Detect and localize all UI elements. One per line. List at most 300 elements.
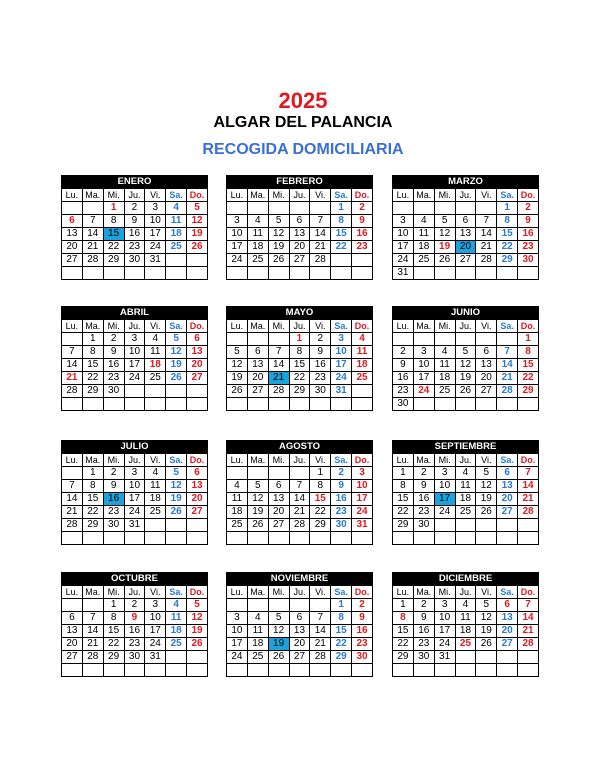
day-cell: 24: [434, 506, 455, 519]
day-cell: 4: [434, 346, 455, 359]
day-cell: 26: [268, 651, 289, 664]
day-cell: 14: [289, 493, 310, 506]
day-cell: 12: [227, 359, 248, 372]
day-cell: 5: [247, 480, 268, 493]
month-table: [61, 175, 208, 280]
empty-cell: [124, 532, 145, 545]
calendar-subtitle: RECOGIDA DOMICILIARIA: [202, 141, 404, 158]
week-row: [393, 241, 539, 254]
empty-cell: [352, 385, 373, 398]
month-abril: [61, 306, 208, 411]
month-table: [61, 440, 208, 545]
day-cell: 6: [497, 599, 518, 612]
town-name: ALGAR DEL PALANCIA: [213, 114, 393, 131]
day-cell: 17: [124, 493, 145, 506]
week-row: [62, 346, 208, 359]
day-cell: 10: [145, 612, 166, 625]
day-cell: 15: [82, 493, 103, 506]
weekday-header: Ju.: [455, 320, 476, 333]
week-row: [393, 532, 539, 545]
day-cell: 22: [393, 638, 414, 651]
day-cell: 12: [268, 625, 289, 638]
day-cell: 25: [455, 506, 476, 519]
day-cell: 28: [62, 385, 83, 398]
week-row: [393, 202, 539, 215]
day-cell: 6: [268, 480, 289, 493]
day-cell: 9: [518, 215, 539, 228]
empty-cell: [268, 532, 289, 545]
day-cell: 13: [187, 346, 208, 359]
day-cell: 6: [289, 612, 310, 625]
day-cell: 18: [247, 638, 268, 651]
day-cell: 28: [268, 385, 289, 398]
weekday-header: Ma.: [247, 586, 268, 599]
month-octubre: [61, 572, 208, 677]
day-cell: 18: [166, 625, 187, 638]
weekday-header: Mi.: [103, 189, 124, 202]
empty-cell: [227, 664, 248, 677]
day-cell: 31: [145, 254, 166, 267]
weekday-header: Lu.: [227, 189, 248, 202]
empty-cell: [268, 599, 289, 612]
weekday-header: Sa.: [331, 454, 352, 467]
empty-cell: [413, 398, 434, 411]
day-cell: 9: [331, 480, 352, 493]
calendar-year: 2025: [278, 88, 328, 113]
month-diciembre: [392, 572, 539, 677]
day-cell: 25: [145, 372, 166, 385]
day-cell: 25: [166, 638, 187, 651]
week-row: [62, 333, 208, 346]
week-row: [227, 333, 373, 346]
day-cell: 19: [187, 228, 208, 241]
empty-cell: [476, 651, 497, 664]
empty-cell: [124, 267, 145, 280]
day-cell: 15: [331, 625, 352, 638]
week-row: [227, 346, 373, 359]
day-cell: 19: [434, 241, 455, 254]
empty-cell: [62, 333, 83, 346]
week-row: [227, 215, 373, 228]
empty-cell: [247, 664, 268, 677]
day-cell: 24: [331, 372, 352, 385]
day-cell: 20: [289, 241, 310, 254]
week-row: [62, 480, 208, 493]
empty-cell: [187, 664, 208, 677]
empty-cell: [434, 398, 455, 411]
week-row: [227, 638, 373, 651]
day-cell: 20: [62, 638, 83, 651]
weekday-header: Lu.: [62, 320, 83, 333]
week-row: [227, 254, 373, 267]
weekday-header: Do.: [187, 586, 208, 599]
day-cell: 19: [455, 372, 476, 385]
empty-cell: [393, 664, 414, 677]
weekday-header: Sa.: [331, 189, 352, 202]
weekday-header: Ma.: [413, 454, 434, 467]
day-cell: 10: [434, 612, 455, 625]
week-row: [227, 664, 373, 677]
empty-cell: [103, 532, 124, 545]
day-cell: 15: [103, 625, 124, 638]
day-cell: 2: [413, 467, 434, 480]
empty-cell: [166, 267, 187, 280]
day-cell: 27: [62, 254, 83, 267]
month-agosto: [226, 440, 373, 545]
day-cell: 13: [62, 625, 83, 638]
week-row: [62, 519, 208, 532]
day-cell: 28: [310, 254, 331, 267]
empty-cell: [455, 664, 476, 677]
day-cell: 27: [455, 254, 476, 267]
day-cell: 10: [393, 228, 414, 241]
day-cell: 9: [310, 346, 331, 359]
day-cell: 27: [497, 638, 518, 651]
empty-cell: [518, 651, 539, 664]
month-junio: [392, 306, 539, 411]
day-cell: 15: [310, 493, 331, 506]
week-row: [62, 664, 208, 677]
day-cell: 30: [393, 398, 414, 411]
empty-cell: [124, 398, 145, 411]
day-cell: 4: [455, 599, 476, 612]
day-cell: 24: [413, 385, 434, 398]
weekday-header: Do.: [187, 189, 208, 202]
day-cell: 27: [289, 254, 310, 267]
weekday-header: Lu.: [393, 189, 414, 202]
day-cell: 4: [145, 467, 166, 480]
day-cell: 8: [331, 215, 352, 228]
day-cell: 6: [247, 346, 268, 359]
day-cell: 19: [187, 625, 208, 638]
day-cell: 9: [352, 215, 373, 228]
week-row: [227, 612, 373, 625]
day-cell: 11: [247, 228, 268, 241]
day-cell: 21: [82, 241, 103, 254]
day-cell: 1: [393, 467, 414, 480]
week-row: [227, 267, 373, 280]
empty-cell: [352, 664, 373, 677]
weekday-header: Mi.: [103, 320, 124, 333]
day-cell: 14: [518, 612, 539, 625]
day-cell: 25: [227, 519, 248, 532]
day-cell: 23: [103, 506, 124, 519]
day-cell: 8: [82, 480, 103, 493]
empty-cell: [62, 532, 83, 545]
empty-cell: [289, 599, 310, 612]
day-cell: 22: [310, 506, 331, 519]
day-cell: 17: [393, 241, 414, 254]
week-row: [227, 385, 373, 398]
week-row: [227, 467, 373, 480]
day-cell: 18: [352, 359, 373, 372]
day-cell: 7: [497, 346, 518, 359]
empty-cell: [518, 398, 539, 411]
day-cell: 11: [413, 228, 434, 241]
day-cell: 15: [82, 359, 103, 372]
day-cell: 15: [289, 359, 310, 372]
week-row: [393, 372, 539, 385]
empty-cell: [518, 532, 539, 545]
weekday-header: Ma.: [413, 189, 434, 202]
day-cell: 24: [145, 638, 166, 651]
month-name: OCTUBRE: [62, 573, 208, 586]
day-cell: 2: [331, 467, 352, 480]
empty-cell: [247, 467, 268, 480]
empty-cell: [393, 532, 414, 545]
weekday-header: Sa.: [497, 320, 518, 333]
month-marzo: [392, 175, 539, 280]
empty-cell: [455, 333, 476, 346]
empty-cell: [476, 398, 497, 411]
empty-cell: [62, 599, 83, 612]
empty-cell: [352, 254, 373, 267]
day-cell: 4: [247, 612, 268, 625]
day-cell: 26: [187, 241, 208, 254]
month-table: [226, 306, 373, 411]
day-cell: 16: [103, 359, 124, 372]
empty-cell: [476, 532, 497, 545]
day-cell: 31: [352, 519, 373, 532]
month-mayo: [226, 306, 373, 411]
day-cell: 25: [247, 651, 268, 664]
weekday-header: Vi.: [145, 320, 166, 333]
day-cell: 5: [476, 467, 497, 480]
empty-cell: [434, 333, 455, 346]
day-cell: 1: [289, 333, 310, 346]
day-cell: 12: [247, 493, 268, 506]
day-cell: 10: [124, 480, 145, 493]
week-row: [227, 359, 373, 372]
day-cell: 21: [310, 638, 331, 651]
day-cell: 13: [247, 359, 268, 372]
day-cell: 25: [352, 372, 373, 385]
day-cell: 20: [497, 625, 518, 638]
weekday-header: Mi.: [268, 586, 289, 599]
empty-cell: [289, 467, 310, 480]
empty-cell: [497, 333, 518, 346]
empty-cell: [124, 385, 145, 398]
day-cell: 25: [166, 241, 187, 254]
day-cell: 26: [187, 638, 208, 651]
day-cell: 29: [331, 651, 352, 664]
day-cell: 17: [124, 359, 145, 372]
day-cell: 15: [497, 228, 518, 241]
weekday-header: Lu.: [62, 189, 83, 202]
month-table: [226, 440, 373, 545]
empty-cell: [497, 651, 518, 664]
weekday-header: Mi.: [434, 320, 455, 333]
week-row: [393, 638, 539, 651]
day-cell: 31: [434, 651, 455, 664]
day-cell: 29: [310, 519, 331, 532]
day-cell: 21: [62, 372, 83, 385]
week-row: [62, 625, 208, 638]
empty-cell: [331, 267, 352, 280]
empty-cell: [434, 267, 455, 280]
week-row: [227, 228, 373, 241]
day-cell: 27: [247, 385, 268, 398]
day-cell: 30: [124, 254, 145, 267]
day-cell: 6: [62, 612, 83, 625]
day-cell: 3: [434, 467, 455, 480]
day-cell: 8: [103, 612, 124, 625]
day-cell: 22: [331, 241, 352, 254]
weekday-header: Do.: [187, 320, 208, 333]
day-cell: 5: [187, 202, 208, 215]
day-cell: 1: [518, 333, 539, 346]
day-cell: 10: [413, 359, 434, 372]
day-cell: 2: [124, 599, 145, 612]
day-cell: 18: [247, 241, 268, 254]
weekday-header: Ju.: [289, 189, 310, 202]
day-cell: 29: [103, 254, 124, 267]
empty-cell: [518, 267, 539, 280]
day-cell: 29: [82, 385, 103, 398]
day-cell: 7: [82, 215, 103, 228]
day-cell: 1: [497, 202, 518, 215]
day-cell: 17: [434, 493, 455, 506]
day-cell: 5: [166, 467, 187, 480]
day-cell: 17: [331, 359, 352, 372]
empty-cell: [82, 202, 103, 215]
day-cell: 28: [518, 506, 539, 519]
day-cell: 5: [227, 346, 248, 359]
empty-cell: [62, 664, 83, 677]
weekday-header: Mi.: [434, 586, 455, 599]
empty-cell: [62, 202, 83, 215]
day-cell: 15: [518, 359, 539, 372]
day-cell: 26: [166, 372, 187, 385]
day-cell: 10: [227, 625, 248, 638]
day-cell: 28: [476, 254, 497, 267]
weekday-header: Vi.: [476, 454, 497, 467]
empty-cell: [268, 267, 289, 280]
empty-cell: [103, 398, 124, 411]
day-cell: 1: [103, 202, 124, 215]
weekday-header: Sa.: [166, 320, 187, 333]
day-cell: 4: [455, 467, 476, 480]
day-cell: 3: [393, 215, 414, 228]
day-cell: 1: [103, 599, 124, 612]
week-row: [62, 651, 208, 664]
week-row: [393, 480, 539, 493]
weekday-header: Mi.: [103, 454, 124, 467]
day-cell: 8: [518, 346, 539, 359]
month-table: [392, 175, 539, 280]
day-cell: 26: [166, 506, 187, 519]
week-row: [227, 372, 373, 385]
empty-cell: [413, 333, 434, 346]
day-cell: 29: [82, 519, 103, 532]
day-cell: 21: [497, 372, 518, 385]
empty-cell: [497, 267, 518, 280]
day-cell: 2: [103, 467, 124, 480]
day-cell: 9: [352, 612, 373, 625]
day-cell: 12: [187, 612, 208, 625]
week-row: [227, 625, 373, 638]
week-row: [227, 651, 373, 664]
day-cell: 21: [289, 506, 310, 519]
week-row: [62, 254, 208, 267]
day-cell: 24: [124, 506, 145, 519]
day-cell: 3: [227, 215, 248, 228]
day-cell: 11: [166, 612, 187, 625]
day-cell: 12: [476, 480, 497, 493]
day-cell: 31: [331, 385, 352, 398]
empty-cell: [227, 333, 248, 346]
day-cell: 13: [455, 228, 476, 241]
day-cell: 9: [413, 480, 434, 493]
week-row: [62, 215, 208, 228]
day-cell: 2: [352, 599, 373, 612]
empty-cell: [310, 532, 331, 545]
week-row: [393, 359, 539, 372]
day-cell: 22: [82, 506, 103, 519]
empty-cell: [455, 519, 476, 532]
month-name: SEPTIEMBRE: [393, 441, 539, 454]
day-cell: 16: [331, 493, 352, 506]
day-cell: 24: [145, 241, 166, 254]
day-cell: 24: [393, 254, 414, 267]
month-name: ENERO: [62, 176, 208, 189]
day-cell: 18: [434, 372, 455, 385]
week-row: [393, 612, 539, 625]
empty-cell: [247, 202, 268, 215]
week-row: [62, 228, 208, 241]
empty-cell: [455, 202, 476, 215]
day-cell: 20: [187, 359, 208, 372]
month-name: JULIO: [62, 441, 208, 454]
empty-cell: [187, 254, 208, 267]
day-cell: 25: [434, 385, 455, 398]
day-cell: 29: [497, 254, 518, 267]
day-cell: 5: [187, 599, 208, 612]
day-cell: 24: [434, 638, 455, 651]
empty-cell: [434, 532, 455, 545]
month-name: AGOSTO: [227, 441, 373, 454]
day-cell: 22: [518, 372, 539, 385]
weekday-header: Sa.: [497, 586, 518, 599]
day-cell: 30: [103, 519, 124, 532]
empty-cell: [310, 398, 331, 411]
day-cell: 28: [82, 254, 103, 267]
day-cell: 19: [268, 638, 289, 651]
day-cell: 9: [393, 359, 414, 372]
empty-cell: [187, 267, 208, 280]
day-cell: 14: [62, 359, 83, 372]
day-cell: 11: [145, 346, 166, 359]
day-cell: 2: [393, 346, 414, 359]
empty-cell: [476, 202, 497, 215]
empty-cell: [434, 202, 455, 215]
empty-cell: [145, 398, 166, 411]
day-cell: 13: [289, 228, 310, 241]
empty-cell: [166, 254, 187, 267]
day-cell: 30: [310, 385, 331, 398]
day-cell: 22: [497, 241, 518, 254]
day-cell: 19: [227, 372, 248, 385]
day-cell: 7: [518, 599, 539, 612]
weekday-header: Lu.: [227, 320, 248, 333]
day-cell: 13: [497, 480, 518, 493]
day-cell: 27: [187, 372, 208, 385]
empty-cell: [497, 519, 518, 532]
empty-cell: [103, 664, 124, 677]
day-cell: 7: [310, 612, 331, 625]
empty-cell: [166, 519, 187, 532]
empty-cell: [393, 333, 414, 346]
